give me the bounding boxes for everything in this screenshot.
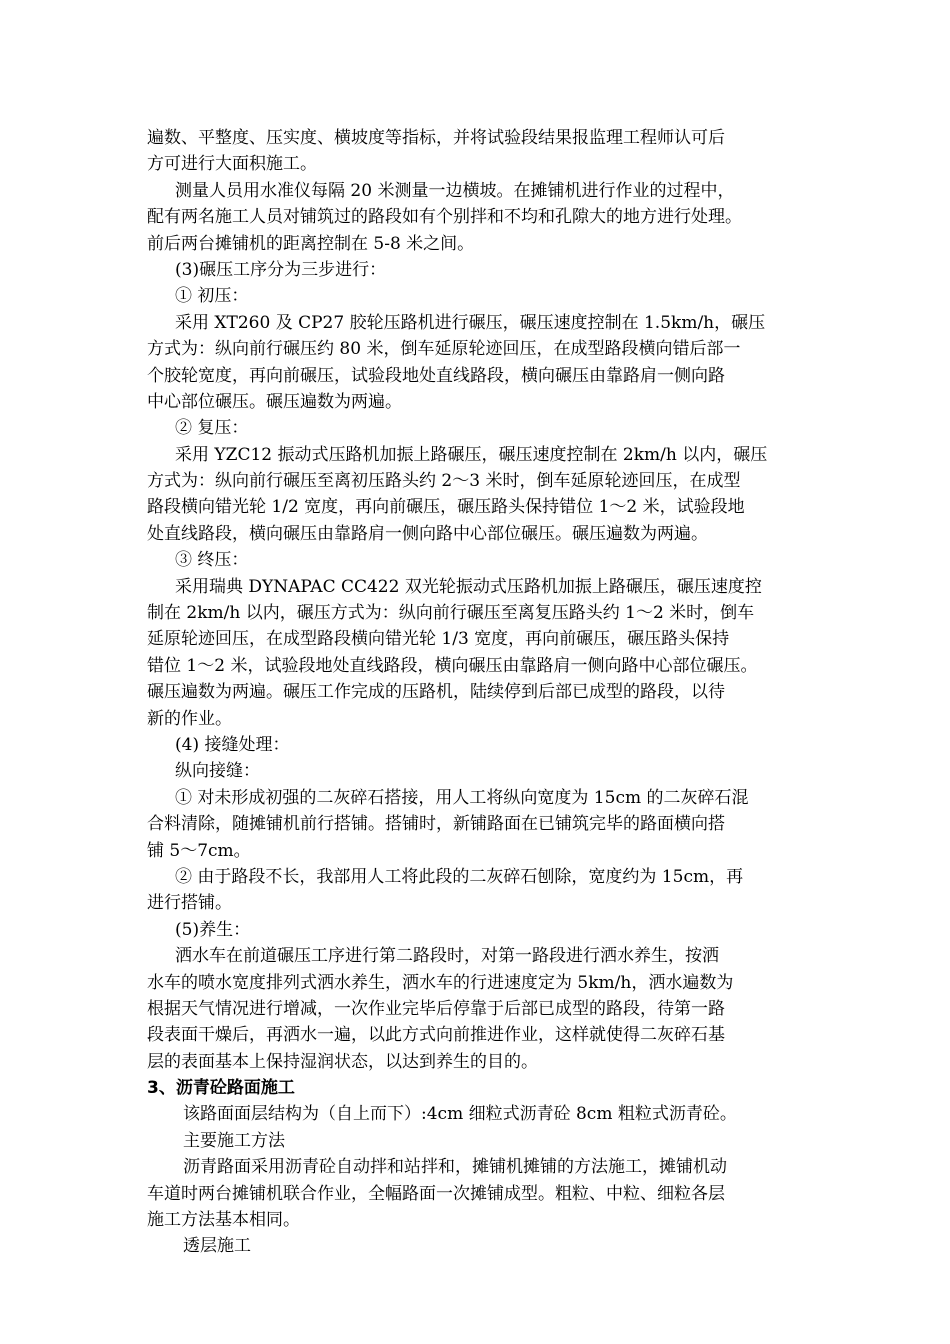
text-line: 铺 5～7cm。 [147,840,251,861]
text-line: ② 由于路段不长，我部用人工将此段的二灰碎石刨除，宽度约为 15cm，再 [175,866,744,887]
text-line: (4) 接缝处理： [175,734,290,755]
text-line: (3)碾压工序分为三步进行： [175,259,387,280]
text-line: ③ 终压： [175,550,249,571]
text-line: ① 初压： [175,286,249,307]
text-line: 方式为：纵向前行碾压约 80 米，倒车延原轮迹回压，在成型路段横向错后部一 [147,339,741,360]
text-line: 路段横向错光轮 1/2 宽度，再向前碾压，碾压路头保持错位 1～2 米，试验段地 [147,497,745,518]
text-line: ① 对未形成初强的二灰碎石搭接，用人工将纵向宽度为 15cm 的二灰碎石混 [175,787,749,808]
text-line: 合料清除，随摊铺机前行搭铺。搭铺时，新铺路面在已铺筑完毕的路面横向搭 [147,814,725,835]
text-line: 处直线路段，横向碾压由靠路肩一侧向路中心部位碾压。碾压遍数为两遍。 [147,523,708,544]
document-page [147,125,807,1260]
text-line: 采用瑞典 DYNAPAC CC422 双光轮振动式压路机加振上路碾压，碾压速度控 [175,576,762,597]
text-line: 车道时两台摊铺机联合作业，全幅路面一次摊铺成型。粗粒、中粒、细粒各层 [147,1183,725,1204]
text-line: 遍数、平整度、压实度、横坡度等指标，并将试验段结果报监理工程师认可后 [147,128,725,148]
text-line: 施工方法基本相同。 [147,1210,300,1231]
text-line: 纵向接缝： [175,761,260,782]
text-line: 根据天气情况进行增减，一次作业完毕后停靠于后部已成型的路段，待第一路 [147,998,725,1019]
text-line: 个胶轮宽度，再向前碾压，试验段地处直线路段，横向碾压由靠路肩一侧向路 [147,365,725,386]
text-line: 延原轮迹回压，在成型路段横向错光轮 1/3 宽度，再向前碾压，碾压路头保持 [147,629,730,650]
text-line: 透层施工 [183,1236,251,1257]
text-line: 洒水车在前道碾压工序进行第二路段时，对第一路段进行洒水养生，按洒 [175,946,719,967]
text-line: 测量人员用水准仪每隔 20 米测量一边横坡。在摊铺机进行作业的过程中， [175,180,735,201]
text-line: 进行搭铺。 [147,893,232,914]
text-line: 采用 XT260 及 CP27 胶轮压路机进行碾压，碾压速度控制在 1.5km/h，碾压 [175,312,766,333]
text-line: 层的表面基本上保持湿润状态，以达到养生的目的。 [147,1051,538,1072]
text-line: 前后两台摊铺机的距离控制在 5-8 米之间。 [147,233,475,254]
text-line: 采用 YZC12 振动式压路机加振上路碾压，碾压速度控制在 2km/h 以内，碾压 [175,444,768,465]
text-line: 配有两名施工人员对铺筑过的路段如有个别拌和不均和孔隙大的地方进行处理。 [147,207,742,228]
text-line: 方可进行大面积施工。 [147,154,317,175]
text-line: 沥青路面采用沥青砼自动拌和站拌和，摊铺机摊铺的方法施工，摊铺机动 [183,1157,727,1178]
text-line: 方式为：纵向前行碾压至离初压路头约 2～3 米时，倒车延原轮迹回压，在成型 [147,471,741,492]
text-line: ② 复压： [175,418,249,439]
text-line: 错位 1～2 米，试验段地处直线路段，横向碾压由靠路肩一侧向路中心部位碾压。 [147,655,758,676]
section-heading: 3、沥青砼路面施工 [147,1078,295,1099]
text-line: 中心部位碾压。碾压遍数为两遍。 [147,391,402,412]
text-line: 主要施工方法 [183,1130,285,1151]
text-line: 新的作业。 [147,708,232,729]
text-line: 段表面干燥后，再洒水一遍，以此方式向前推进作业，这样就使得二灰碎石基 [147,1025,725,1046]
text-line: 水车的喷水宽度排列式洒水养生，洒水车的行进速度定为 5km/h，洒水遍数为 [147,972,734,993]
text-line: 碾压遍数为两遍。碾压工作完成的压路机，陆续停到后部已成型的路段，以待 [147,682,725,703]
text-line: 制在 2km/h 以内，碾压方式为：纵向前行碾压至离复压路头约 1～2 米时，倒车 [147,603,755,624]
text-line: 该路面面层结构为（自上而下）:4cm 细粒式沥青砼 8cm 粗粒式沥青砼。 [183,1104,737,1125]
text-line: (5)养生： [175,919,251,940]
